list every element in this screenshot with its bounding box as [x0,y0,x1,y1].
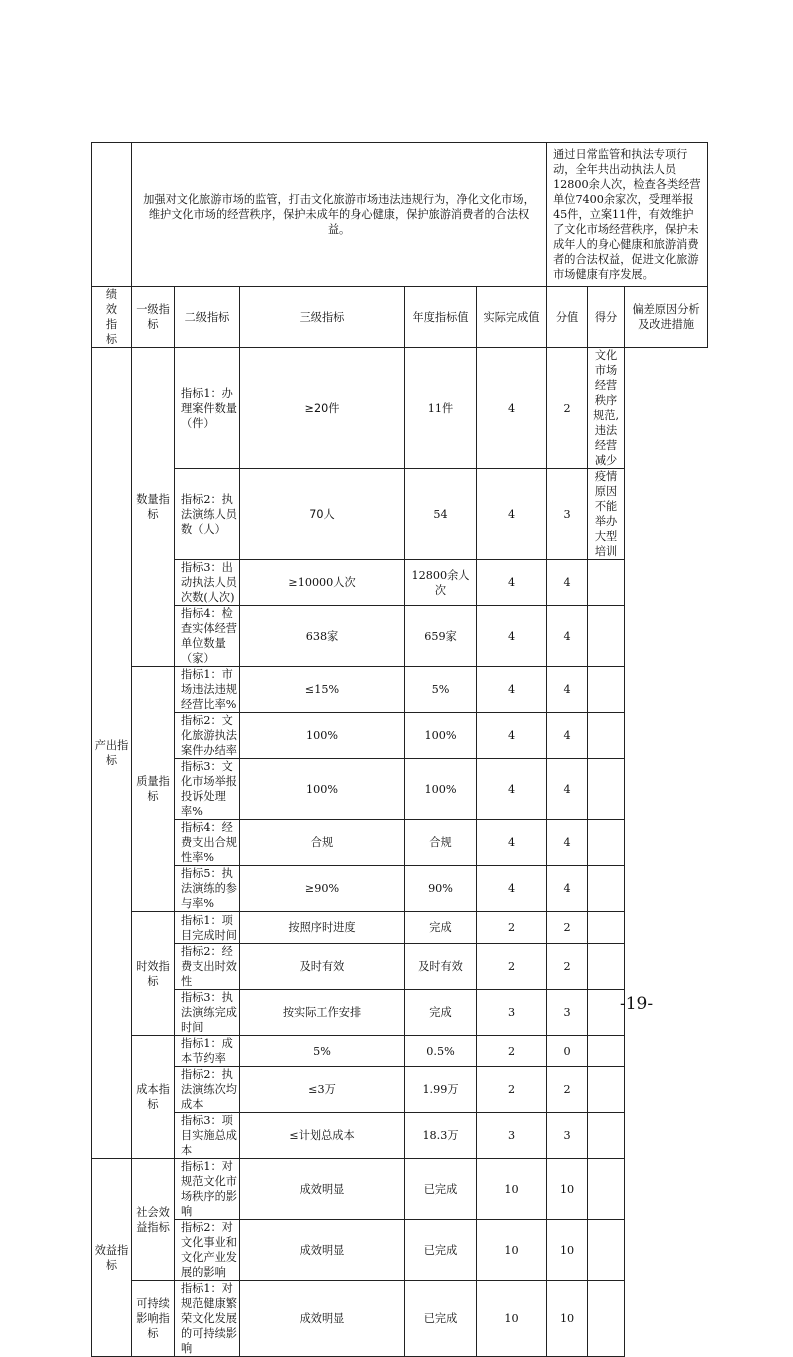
indicator-name: 指标3：出动执法人员次数(人次) [175,560,240,606]
annual-target: 及时有效 [240,944,405,990]
annual-target: 按实际工作安排 [240,990,405,1036]
score-value: 3 [477,1113,547,1159]
header-actual-value: 实际完成值 [477,287,547,348]
actual-value: 1.99万 [405,1067,477,1113]
deviation-reason [588,990,625,1036]
actual-value: 100% [405,759,477,820]
indicator-name: 指标2：执法演练人员数（人） [175,469,240,560]
annual-target: 5% [240,1036,405,1067]
level2-label: 成本指标 [132,1036,175,1159]
deviation-reason: 文化市场经营秩序规范,违法经营减少 [588,348,625,469]
summary-blank-cell [92,143,132,287]
score-value: 4 [477,348,547,469]
header-obtained: 得分 [588,287,625,348]
level1-label: 产出指标 [92,348,132,1159]
deviation-reason [588,866,625,912]
level1-label: 效益指标 [92,1159,132,1357]
actual-value: 18.3万 [405,1113,477,1159]
score-value: 10 [477,1220,547,1281]
section-char: 绩 [105,288,118,301]
indicator-row [92,1113,708,1159]
obtained-score: 4 [547,560,588,606]
score-value: 2 [477,1067,547,1113]
annual-target: 按照序时进度 [240,912,405,944]
indicator-row [92,912,708,944]
actual-value: 完成 [405,990,477,1036]
obtained-score: 0 [547,1036,588,1067]
annual-target: 合规 [240,820,405,866]
score-value: 2 [477,912,547,944]
score-value: 4 [477,560,547,606]
indicator-row [92,759,708,820]
score-value: 4 [477,713,547,759]
actual-value: 659家 [405,606,477,667]
header-level2: 二级指标 [175,287,240,348]
obtained-score: 3 [547,990,588,1036]
actual-value: 12800余人次 [405,560,477,606]
deviation-reason [588,1036,625,1067]
obtained-score: 4 [547,606,588,667]
obtained-score: 2 [547,944,588,990]
actual-value: 已完成 [405,1220,477,1281]
obtained-score: 4 [547,820,588,866]
indicator-name: 指标3：项目实施总成本 [175,1113,240,1159]
annual-target: 638家 [240,606,405,667]
actual-value: 及时有效 [405,944,477,990]
deviation-reason [588,713,625,759]
annual-target: 100% [240,759,405,820]
indicator-row [92,1159,708,1220]
obtained-score: 10 [547,1159,588,1220]
actual-value: 0.5% [405,1036,477,1067]
indicator-row [92,713,708,759]
actual-value: 合规 [405,820,477,866]
level2-label: 可持续影响指标 [132,1281,175,1357]
indicator-name: 指标3：执法演练完成时间 [175,990,240,1036]
annual-target: ≥10000人次 [240,560,405,606]
indicator-name: 指标3：文化市场举报投诉处理率% [175,759,240,820]
level2-label: 社会效益指标 [132,1159,175,1281]
deviation-reason [588,912,625,944]
indicator-row [92,866,708,912]
performance-table [91,142,708,1357]
completion-text: 通过日常监管和执法专项行动，全年共出动执法人员12800余人次，检查各类经营单位7400余家次，受理举报45件，立案11件，有效维护了文化市场经营秩序，保护未成年人的身心健康和旅游消费者的合法权益，促进文化旅游市场健康有序发展。 [547,143,708,287]
obtained-score: 10 [547,1281,588,1357]
annual-target: ≤15% [240,667,405,713]
obtained-score: 3 [547,469,588,560]
actual-value: 90% [405,866,477,912]
actual-value: 5% [405,667,477,713]
deviation-reason [588,1159,625,1220]
deviation-reason [588,1281,625,1357]
annual-target: ≤计划总成本 [240,1113,405,1159]
section-char: 效 [105,303,118,316]
deviation-reason [588,1220,625,1281]
level2-label: 质量指标 [132,667,175,912]
annual-target: ≥20件 [240,348,405,469]
indicator-name: 指标2：对文化事业和文化产业发展的影响 [175,1220,240,1281]
page-number: -19- [620,994,654,1014]
score-value: 4 [477,759,547,820]
indicator-name: 指标2：经费支出时效性 [175,944,240,990]
obtained-score: 2 [547,912,588,944]
section-label [92,287,132,348]
deviation-reason [588,759,625,820]
indicator-name: 指标4：经费支出合规性率% [175,820,240,866]
annual-target: 成效明显 [240,1159,405,1220]
score-value: 2 [477,944,547,990]
indicator-name: 指标4：检查实体经营单位数量（家） [175,606,240,667]
obtained-score: 4 [547,713,588,759]
obtained-score: 4 [547,866,588,912]
indicator-row [92,944,708,990]
indicator-name: 指标5：执法演练的参与率% [175,866,240,912]
indicator-name: 指标1：对规范健康繁荣文化发展的可持续影响 [175,1281,240,1357]
header-level1: 一级指标 [132,287,175,348]
deviation-reason [588,820,625,866]
score-value: 4 [477,866,547,912]
score-value: 4 [477,469,547,560]
indicator-name: 指标1：市场违法违规经营比率% [175,667,240,713]
header-annual-target: 年度指标值 [405,287,477,348]
annual-goal-text: 加强对文化旅游市场的监管，打击文化旅游市场违法违规行为，净化文化市场，维护文化市场的经营秩序，保护未成年的身心健康，保护旅游消费者的合法权益。 [132,143,547,287]
indicator-row [92,667,708,713]
score-value: 4 [477,667,547,713]
indicator-name: 指标1：项目完成时间 [175,912,240,944]
deviation-reason [588,606,625,667]
actual-value: 11件 [405,348,477,469]
indicator-name: 指标2：执法演练次均成本 [175,1067,240,1113]
obtained-score: 10 [547,1220,588,1281]
deviation-reason [588,560,625,606]
summary-row [92,143,708,287]
score-value: 3 [477,990,547,1036]
score-value: 4 [477,606,547,667]
deviation-reason: 疫情原因不能举办大型培训 [588,469,625,560]
actual-value: 100% [405,713,477,759]
score-value: 10 [477,1159,547,1220]
section-char: 标 [105,333,118,346]
header-score: 分值 [547,287,588,348]
score-value: 2 [477,1036,547,1067]
actual-value: 完成 [405,912,477,944]
deviation-reason [588,944,625,990]
deviation-reason [588,1067,625,1113]
deviation-reason [588,1113,625,1159]
header-level3: 三级指标 [240,287,405,348]
obtained-score: 2 [547,1067,588,1113]
indicator-row [92,1220,708,1281]
annual-target: 70人 [240,469,405,560]
actual-value: 54 [405,469,477,560]
indicator-row [92,606,708,667]
indicator-row [92,1281,708,1357]
score-value: 10 [477,1281,547,1357]
annual-target: 成效明显 [240,1281,405,1357]
actual-value: 已完成 [405,1159,477,1220]
annual-target: 成效明显 [240,1220,405,1281]
indicator-name: 指标2：文化旅游执法案件办结率 [175,713,240,759]
level2-label: 时效指标 [132,912,175,1036]
indicator-row [92,560,708,606]
section-char: 指 [105,318,118,331]
annual-target: 100% [240,713,405,759]
obtained-score: 4 [547,667,588,713]
level2-label: 数量指标 [132,348,175,667]
actual-value: 已完成 [405,1281,477,1357]
indicator-name: 指标1：办理案件数量（件） [175,348,240,469]
indicator-name: 指标1：成本节约率 [175,1036,240,1067]
deviation-reason [588,667,625,713]
indicator-row [92,820,708,866]
indicator-row [92,1036,708,1067]
obtained-score: 3 [547,1113,588,1159]
indicator-row [92,990,708,1036]
indicator-row [92,348,708,469]
header-deviation-reason: 偏差原因分析及改进措施 [625,287,708,348]
indicator-name: 指标1：对规范文化市场秩序的影响 [175,1159,240,1220]
indicator-row [92,469,708,560]
score-value: 4 [477,820,547,866]
annual-target: ≤3万 [240,1067,405,1113]
obtained-score: 2 [547,348,588,469]
indicator-row [92,1067,708,1113]
header-row [92,287,708,348]
annual-target: ≥90% [240,866,405,912]
obtained-score: 4 [547,759,588,820]
